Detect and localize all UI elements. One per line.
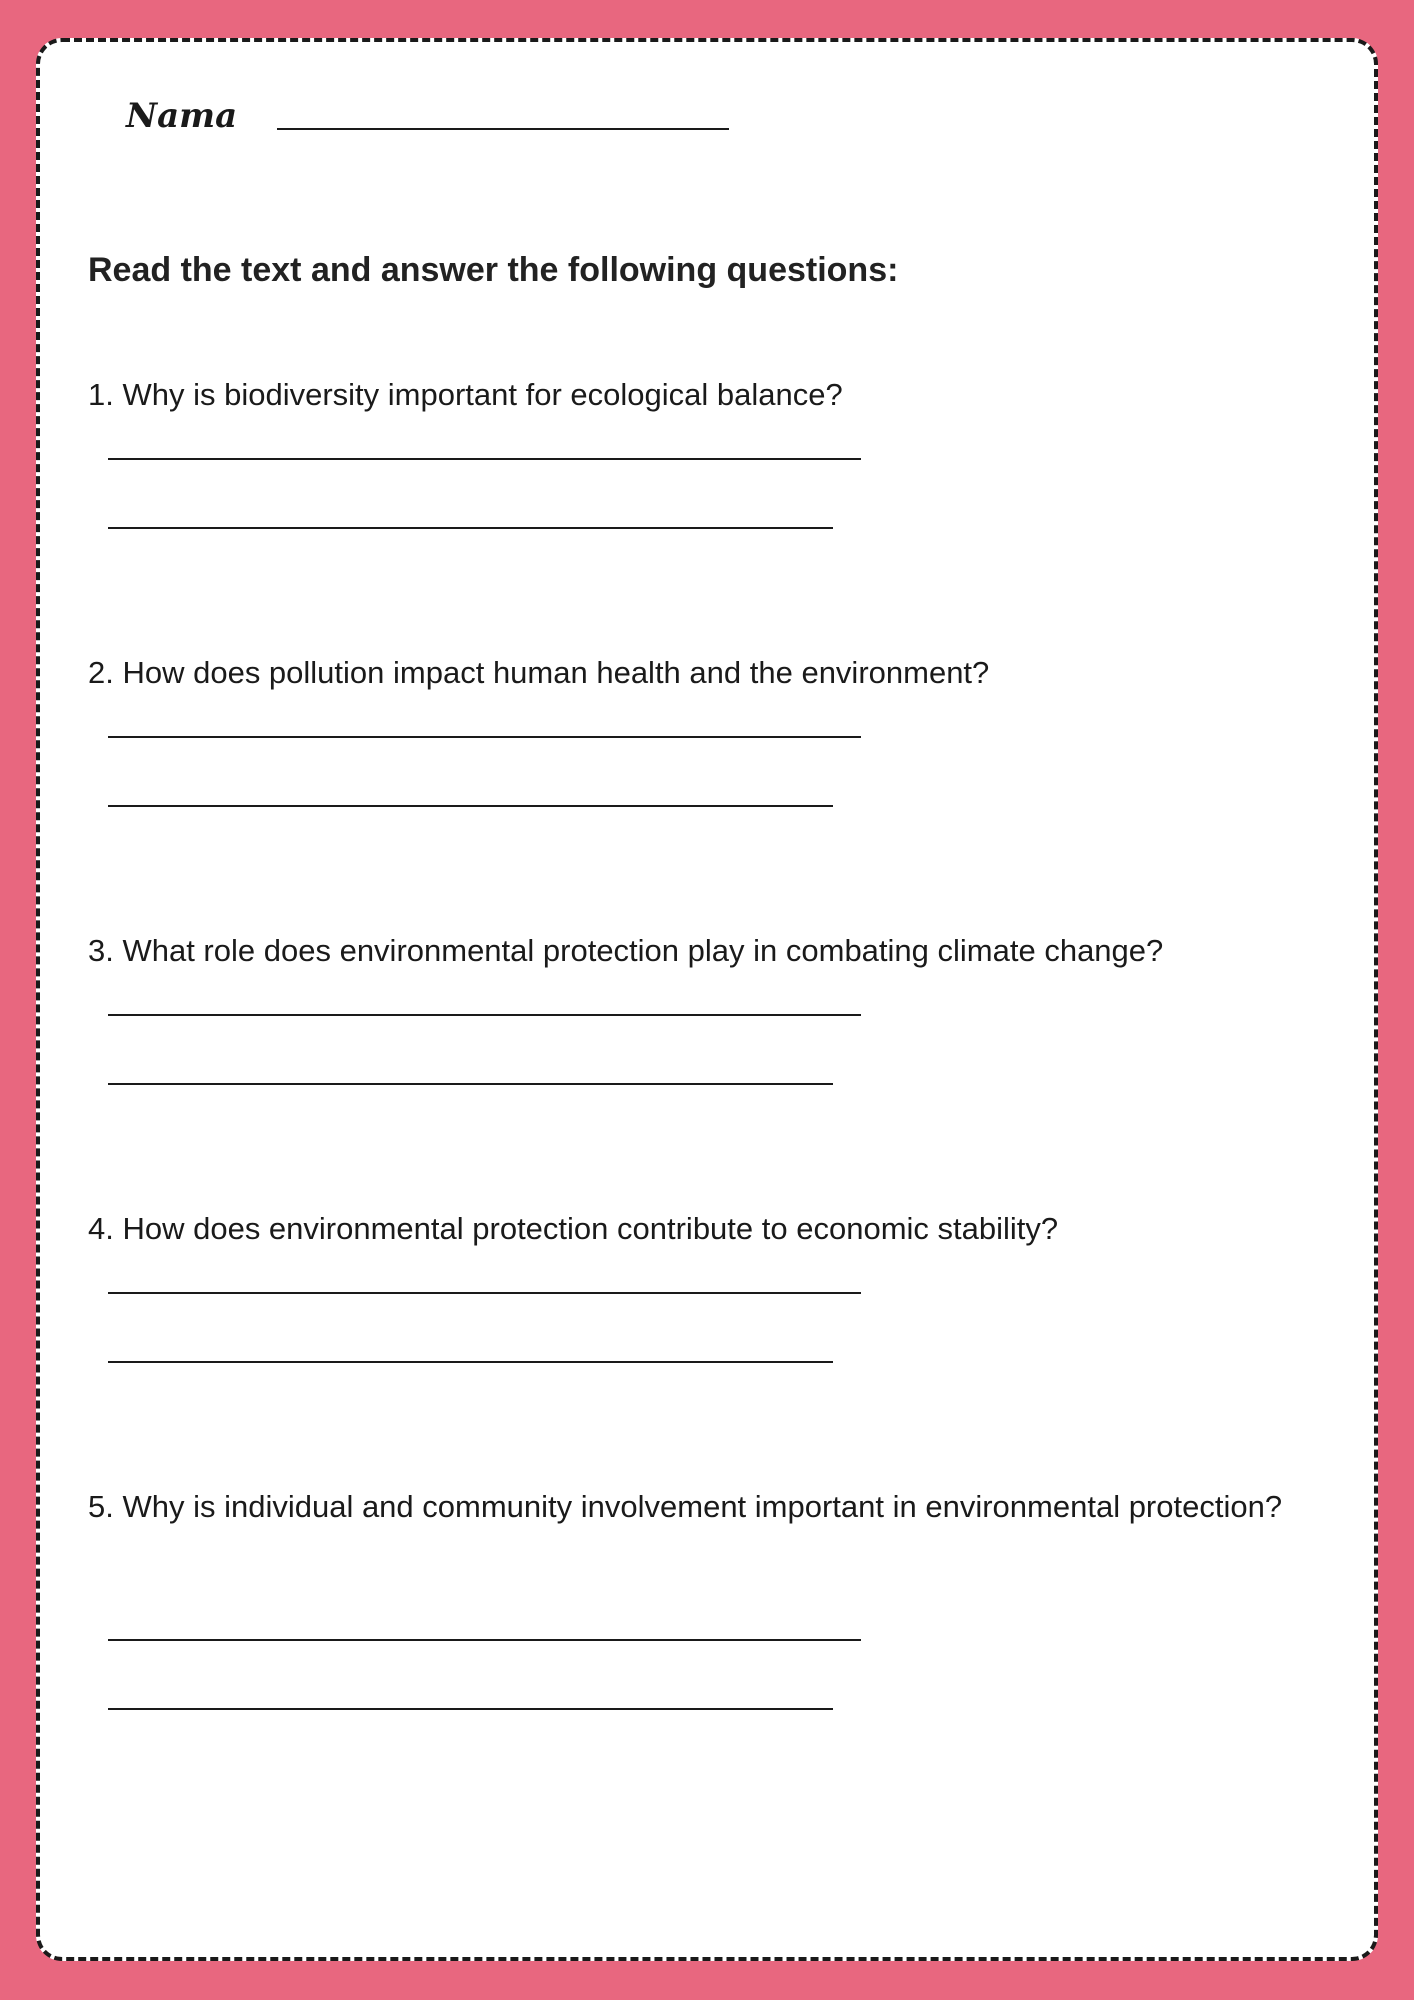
question-2-answer-line-1[interactable] — [108, 736, 861, 738]
question-2-answer-line-2[interactable] — [108, 805, 833, 807]
question-1-answer-line-2[interactable] — [108, 527, 833, 529]
name-label: Nama — [126, 96, 238, 136]
instructions-heading: Read the text and answer the following questions: — [88, 251, 899, 289]
question-5-text: 5. Why is individual and community involvement important in environmental protection? — [88, 1489, 1283, 1524]
question-1-answer-line-1[interactable] — [108, 458, 861, 460]
question-3-text: 3. What role does environmental protection play in combating climate change? — [88, 933, 1164, 968]
question-2-text: 2. How does pollution impact human health and the environment? — [88, 655, 990, 690]
question-5-answer-line-2[interactable] — [108, 1708, 833, 1710]
name-row — [126, 86, 729, 146]
question-4-answer-line-2[interactable] — [108, 1361, 833, 1363]
question-3-answer-line-2[interactable] — [108, 1083, 833, 1085]
name-input-line[interactable] — [277, 128, 729, 130]
worksheet-sheet — [36, 38, 1378, 1961]
question-4-text: 4. How does environmental protection contribute to economic stability? — [88, 1211, 1059, 1246]
question-1-text: 1. Why is biodiversity important for ecological balance? — [88, 377, 843, 412]
question-3-answer-line-1[interactable] — [108, 1014, 861, 1016]
question-5-answer-line-1[interactable] — [108, 1639, 861, 1641]
question-4-answer-line-1[interactable] — [108, 1292, 861, 1294]
